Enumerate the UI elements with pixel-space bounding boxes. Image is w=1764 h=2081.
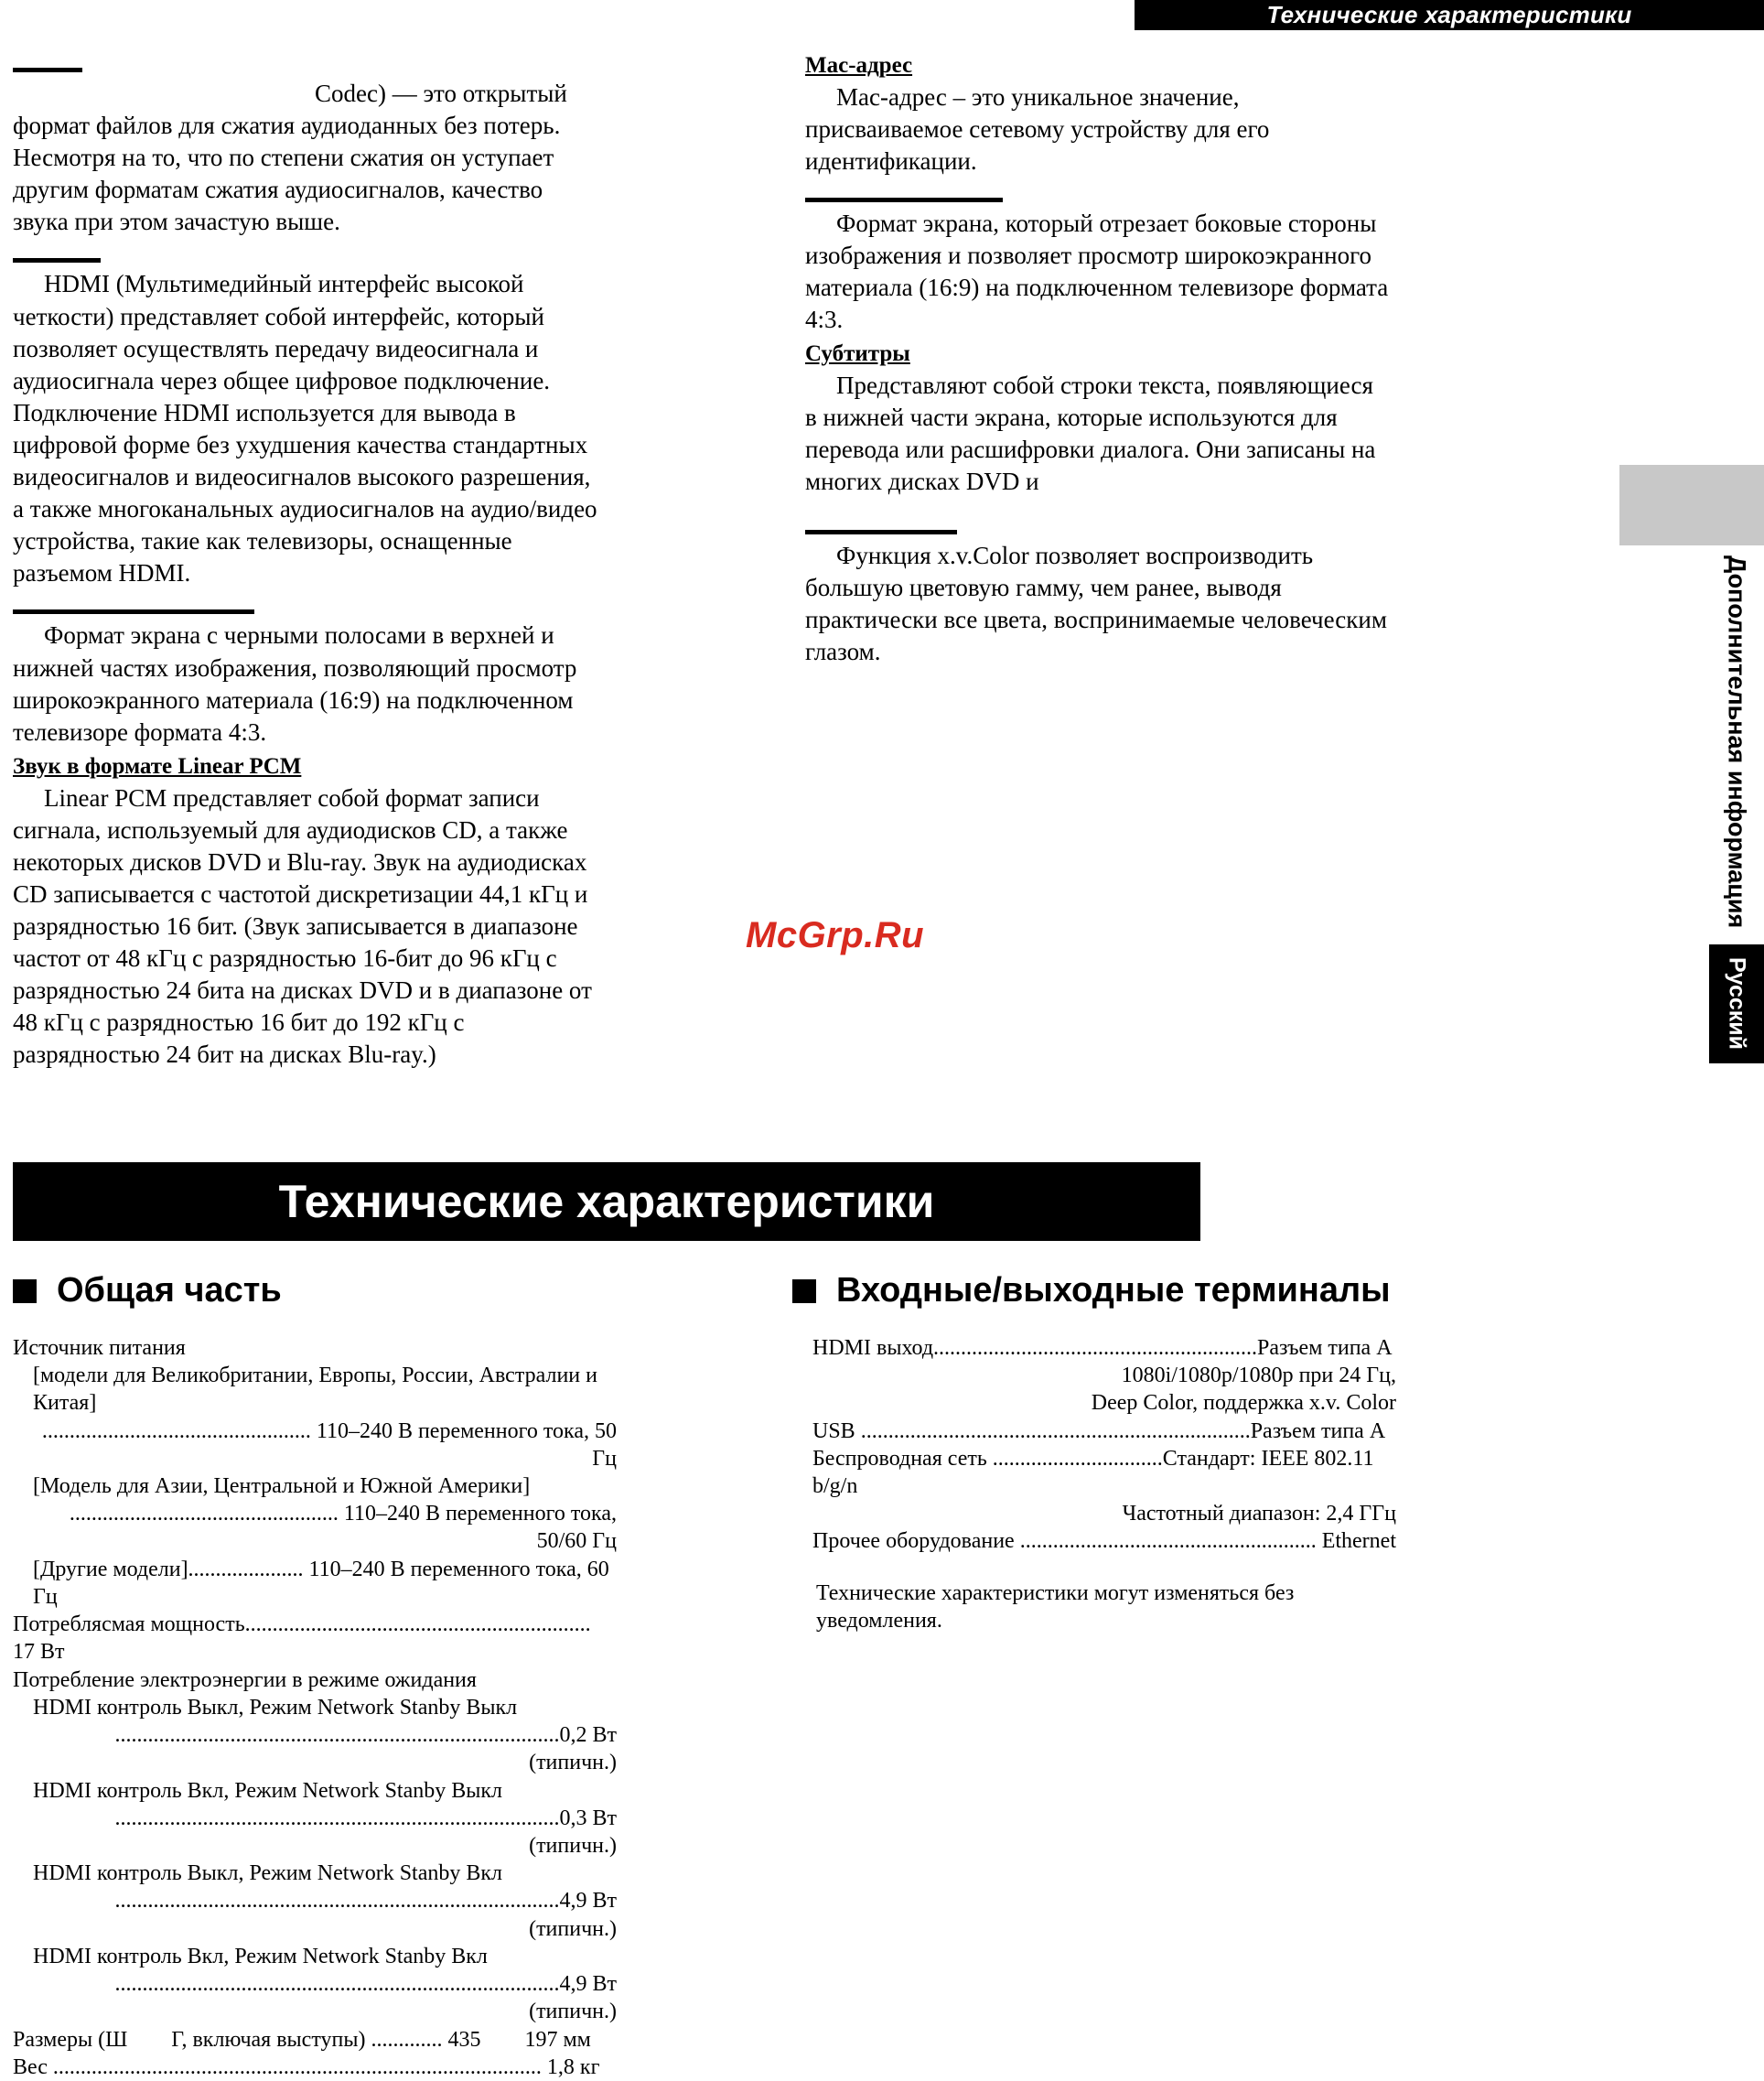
- watermark: McGrp.Ru: [746, 915, 925, 955]
- glossary-entry-heading: Субтитры: [805, 341, 910, 367]
- redacted-heading-rule: [805, 198, 1003, 202]
- redacted-heading-rule: [13, 68, 82, 72]
- side-tab-language: Русский: [1709, 944, 1764, 1063]
- specifications-banner: Технические характеристики: [13, 1162, 1200, 1241]
- spec-line: USB .......................................................................Разъем типа А: [812, 1418, 1386, 1443]
- glossary-entry-body: Представляют собой строки текста, появляющиеся в нижней части экрана, которые используются для перевода или расшифровки диалога. Они записаны на многих дисках DVD и: [805, 372, 1376, 496]
- spec-line: 1080i/1080p/1080p при 24 Гц,: [1121, 1364, 1396, 1388]
- glossary-section: [0, 48, 1574, 1146]
- spec-line: Частотный диапазон: 2,4 ГГц: [1122, 1502, 1396, 1526]
- glossary-entry: [13, 68, 598, 238]
- spec-line: Вес ......................................................................................... 1,8 кг: [13, 2054, 600, 2079]
- square-bullet-icon: [792, 1279, 816, 1303]
- spec-group-heading-label: Входные/выходные терминалы: [836, 1271, 1391, 1310]
- spec-group-heading-label: Общая часть: [57, 1271, 282, 1310]
- redacted-heading-rule: [13, 258, 101, 263]
- glossary-entry-body: Мас-адрес – это уникальное значение, присваиваемое сетевому устройству для его идентификации.: [805, 82, 1270, 175]
- spec-line: Потребление электроэнергии в режиме ожидания: [13, 1667, 477, 1692]
- spec-list-general: [13, 1334, 622, 2081]
- spec-line: Потреблясмая мощность............................................................... 17 Вт: [13, 1612, 597, 1665]
- spec-line: Размеры (Ш Г, включая выступы) ............. 435 197 мм: [13, 2027, 591, 2052]
- glossary-entry-body: Codec) — это открытый формат файлов для сжатия аудиоданных без потерь. Несмотря на то, что по степени сжатия он уступает другим форматам сжатия аудиосигналов, качество звука при этом зачастую выше.: [13, 80, 567, 236]
- spec-line: HDMI контроль Вкл, Режим Network Stanby Выкл: [33, 1778, 503, 1803]
- glossary-entry: [13, 609, 598, 748]
- spec-line: HDMI выход...........................................................Разъем типа А: [812, 1335, 1393, 1360]
- spec-line: .................................................................................4,9 Вт (типичн.): [114, 1972, 622, 2024]
- redacted-heading-rule: [13, 609, 254, 614]
- spec-disclaimer-note: Технические характеристики могут изменяться без уведомления.: [816, 1580, 1295, 1633]
- glossary-entry-body: Формат экрана с черными полосами в верхней и нижней частях изображения, позволяющий просмотр широкоэкранного материала (16:9) на подключенном телевизоре формата 4:3.: [13, 621, 577, 746]
- glossary-entry: [805, 530, 1391, 668]
- glossary-entry: [805, 341, 1391, 498]
- glossary-column-right: [805, 48, 1391, 674]
- glossary-column-left: [13, 48, 598, 1076]
- spec-group-general: [13, 1271, 622, 2081]
- glossary-entry-body: Linear PCM представляет собой формат записи сигнала, используемый для аудиодисков CD, а также некоторых дисков DVD и Blu-ray. Звук на аудиодисках CD записывается с частотой дискретизации 44,1 кГц и разрядностью 16 бит. (Звук записывается в диапазоне частот от 48 кГц с разрядностью 16-бит до 96 кГц с разрядностью 24 бита на дисках DVD и в диапазоне от 48 кГц с разрядностью 16 бит до 192 кГц с разрядностью 24 бит на дисках Blu-ray.): [13, 783, 592, 1069]
- spec-line: ................................................. 110–240 В переменного тока, 50 Гц: [41, 1418, 622, 1471]
- spec-line: [модели для Великобритании, Европы, России, Австралии и Китая]: [33, 1364, 603, 1416]
- glossary-entry-body: Формат экрана, который отрезает боковые стороны изображения и позволяет просмотр широкоэкранного материала (16:9) на подключенном телевизоре формата 4:3.: [805, 210, 1389, 334]
- spec-line: HDMI контроль Выкл, Режим Network Stanby Вкл: [33, 1861, 503, 1886]
- spec-group-heading: [792, 1272, 1396, 1310]
- spec-line: Источник питания: [13, 1335, 186, 1360]
- spec-line: Прочее оборудование ...................................................... Ethernet: [812, 1529, 1396, 1554]
- spec-line: HDMI контроль Выкл, Режим Network Stanby Выкл: [33, 1695, 518, 1720]
- glossary-entry-body: HDMI (Мультимедийный интерфейс высокой четкости) представляет собой интерфейс, который позволяет осуществлять передачу видеосигнала и аудиосигнала через общее цифровое подключение. Подключение HDMI используется для вывода в цифровой форме без ухудшения качества стандартных видеосигналов и видеосигналов высокого разрешения, а также многоканальных аудиосигналов на аудио/видео устройства, такие как телевизоры, оснащенные разъемом HDMI.: [13, 270, 597, 588]
- glossary-entry-heading: Звук в формате Linear PCM: [13, 753, 302, 779]
- spec-list-terminals: [792, 1334, 1396, 1556]
- spec-group-heading: [13, 1272, 617, 1310]
- glossary-entry-body: Функция x.v.Color позволяет воспроизводить большую цветовую гамму, чем ранее, выводя практически все цвета, воспринимаемые человеческим глазом.: [805, 541, 1387, 665]
- spec-line: ................................................. 110–240 В переменного тока, 50/60 Гц: [69, 1502, 622, 1554]
- glossary-entry: [13, 258, 598, 589]
- spec-line: .................................................................................0,3 Вт (типичн.): [114, 1806, 622, 1859]
- spec-group-terminals: [792, 1272, 1396, 1656]
- glossary-entry: [805, 53, 1391, 178]
- spec-line: Deep Color, поддержка x.v. Color: [1091, 1391, 1396, 1416]
- redacted-heading-rule: [805, 530, 957, 534]
- square-bullet-icon: [13, 1279, 37, 1303]
- spec-line: .................................................................................4,9 Вт (типичн.): [114, 1889, 622, 1941]
- spec-line: HDMI контроль Вкл, Режим Network Stanby Вкл: [33, 1944, 488, 1968]
- spec-line: .................................................................................0,2 Вт (типичн.): [114, 1723, 622, 1775]
- glossary-entry-heading: Мас-адрес: [805, 53, 913, 78]
- glossary-entry: [805, 198, 1391, 336]
- running-header: Технические характеристики: [1135, 0, 1764, 30]
- glossary-entry: [13, 754, 598, 1072]
- spec-line: [Модель для Азии, Центральной и Южной Америки]: [33, 1473, 531, 1498]
- side-tab-section-label: Дополнительная информация: [1723, 555, 1751, 929]
- spec-line: Беспроводная сеть ...............................Стандарт: IEEE 802.11 b/g/n: [812, 1446, 1380, 1498]
- spec-line: [Другие модели]..................... 110–240 В переменного тока, 60 Гц: [33, 1557, 615, 1609]
- side-tab-gray-block: [1619, 465, 1764, 545]
